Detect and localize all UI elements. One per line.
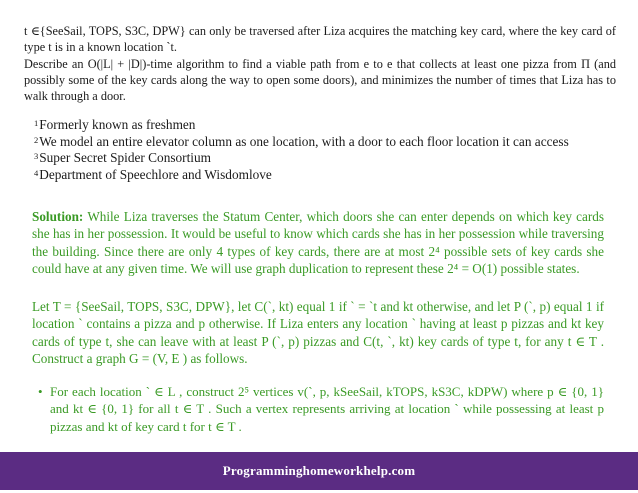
solution-text: While Liza traverses the Statum Center, which doors she can enter depends on which key cards she has in her possession. It would be useful to know which cards she has in her possession while traversing the building. Since there are only 4 types of key cards, there are at most 2⁴ possible sets of key cards she could have at any given time. We will use graph duplication to represent these 2⁴ = O(1) possible states.: [32, 209, 604, 277]
problem-paragraph-2: Describe an O(|L| + |D|)-time algorithm to find a viable path from e to e that collects at least one pizza from Π (and possibly some of the key cards along the way to open some doors), and minimizes the number of times that Liza has to walk through a door.: [24, 57, 616, 103]
footnote-4: [34, 167, 614, 184]
footnote-text: We model an entire elevator column as one location, with a door to each floor location it can access: [39, 133, 569, 149]
footnotes: [34, 117, 614, 183]
solution-bullet: [32, 383, 604, 435]
footnote-3: [34, 150, 614, 167]
footnote-number: 3: [34, 151, 39, 162]
footnote-2: [34, 134, 614, 151]
footnote-1: [34, 117, 614, 134]
footnote-number: 4: [34, 167, 39, 178]
bullet-text: For each location ` ∈ L , construct 2⁵ vertices v(`, p, kSeeSail, kTOPS, kS3C, kDPW) where p ∈ {0, 1} and kt ∈ {0, 1} for all t ∈ T . Such a vertex represents arriving at location ` while possessing at least p pizzas and kt of key card t for t ∈ T .: [50, 384, 604, 434]
footer-website-link[interactable]: Programminghomeworkhelp.com: [222, 463, 416, 478]
solution-paragraph: [32, 208, 604, 278]
footnote-text: Department of Speechlore and Wisdomlove: [39, 166, 272, 182]
solution-label: Solution:: [32, 209, 84, 224]
footnote-text: Super Secret Spider Consortium: [39, 150, 211, 166]
footer-bar: [0, 452, 638, 490]
footnote-text: Formerly known as freshmen: [39, 117, 196, 132]
footnote-number: 1: [34, 118, 39, 128]
solution-paragraph-2: Let T = {SeeSail, TOPS, S3C, DPW}, let C(`, kt) equal 1 if ` = `t and kt otherwise, and let P (`, p) equal 1 if location ` contains a pizza and p otherwise. If Liza enters any location ` having at least p pizzas and kt key cards of type t, she can leave with at least P (`, p) pizzas and C(t, `, kt) key cards of type t, for any t ∈ T . Construct a graph G = (V, E ) as follows.: [32, 299, 604, 367]
problem-paragraph-1: t ∈{SeeSail, TOPS, S3C, DPW} can only be traversed after Liza acquires the matching key card, where the key card of type t is in a known location `t.: [24, 24, 616, 54]
bullet-dot-icon: •: [38, 384, 43, 399]
footnote-number: 2: [34, 134, 39, 145]
